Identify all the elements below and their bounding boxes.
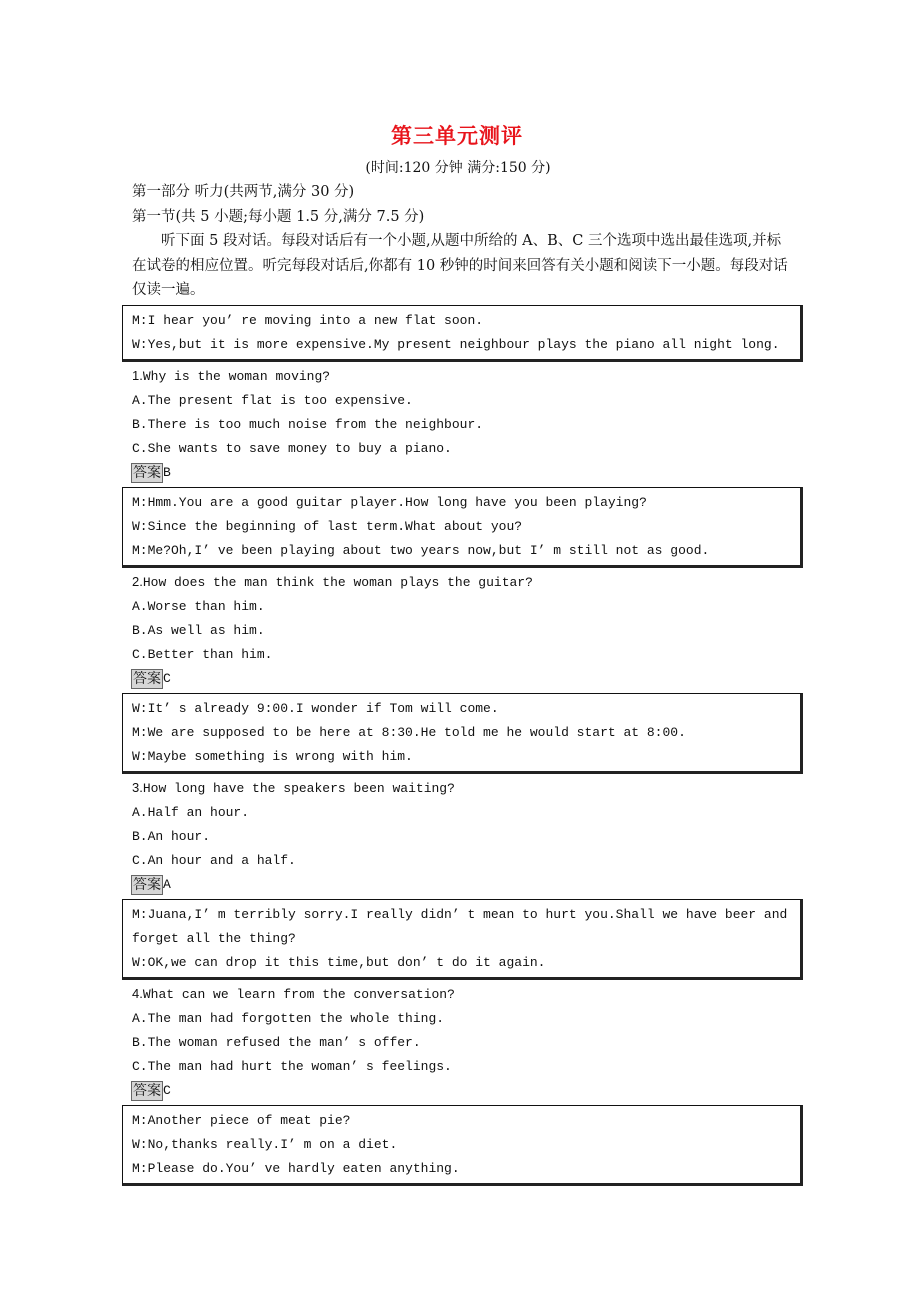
answer-badge: 答案 bbox=[133, 464, 161, 481]
dialogue-line: M:Hmm.You are a good guitar player.How long have you been playing? bbox=[132, 494, 647, 510]
option: A.Half an hour. bbox=[132, 804, 250, 820]
option: B.As well as him. bbox=[132, 622, 265, 638]
dialogue-line: W:Since the beginning of last term.What about you? bbox=[132, 518, 523, 534]
answer-row bbox=[132, 873, 792, 897]
dialogue-line: W:It’ s already 9:00.I wonder if Tom will come. bbox=[132, 700, 499, 716]
option: A.Worse than him. bbox=[132, 598, 265, 614]
dialogue-box-3 bbox=[122, 693, 803, 774]
answer-value: C bbox=[163, 1083, 171, 1098]
option: B.There is too much noise from the neighbour. bbox=[132, 416, 484, 432]
option: B.An hour. bbox=[132, 828, 211, 844]
question-text: Why is the woman moving? bbox=[142, 368, 331, 384]
question-text: How does the man think the woman plays the guitar? bbox=[142, 574, 533, 590]
question-number: 1. bbox=[132, 367, 143, 383]
question bbox=[132, 982, 792, 1007]
option: A.The man had forgotten the whole thing. bbox=[132, 1010, 445, 1026]
answer-row bbox=[132, 1079, 792, 1103]
dialogue-box-5 bbox=[122, 1105, 803, 1186]
dialogue-line: M:I hear you’ re moving into a new flat soon. bbox=[132, 312, 484, 328]
answer-value: A bbox=[163, 877, 171, 892]
question bbox=[132, 776, 792, 801]
option: C.Better than him. bbox=[132, 646, 273, 662]
answer-badge: 答案 bbox=[133, 876, 161, 893]
section-heading: 第一节(共 5 小题;每小题 1.5 分,满分 7.5 分) bbox=[132, 208, 425, 225]
exam-page bbox=[132, 122, 792, 1188]
answer-value: B bbox=[163, 465, 171, 480]
option: C.The man had hurt the woman’ s feelings. bbox=[132, 1058, 452, 1074]
dialogue-line: M:Another piece of meat pie? bbox=[132, 1112, 351, 1128]
question-number: 3. bbox=[132, 779, 143, 795]
answer-badge: 答案 bbox=[133, 670, 161, 687]
dialogue-line: W:OK,we can drop it this time,but don’ t do it again. bbox=[132, 954, 546, 970]
question bbox=[132, 570, 792, 595]
option: C.She wants to save money to buy a piano. bbox=[132, 440, 452, 456]
answer-row bbox=[132, 667, 792, 691]
question-text: How long have the speakers been waiting? bbox=[142, 780, 455, 796]
dialogue-line: M:Me?Oh,I’ ve been playing about two years now,but I’ m still not as good. bbox=[132, 542, 710, 558]
answer-badge: 答案 bbox=[133, 1082, 161, 1099]
question-text: What can we learn from the conversation? bbox=[142, 986, 455, 1002]
answer-row bbox=[132, 461, 792, 485]
question-number: 2. bbox=[132, 573, 143, 589]
dialogue-line: M:We are supposed to be here at 8:30.He told me he would start at 8:00. bbox=[132, 724, 686, 740]
dialogue-line: W:Maybe something is wrong with him. bbox=[132, 748, 413, 764]
dialogue-line: W:No,thanks really.I’ m on a diet. bbox=[132, 1136, 398, 1152]
dialogue-box-4 bbox=[122, 899, 803, 980]
time-and-score: (时间:120 分钟 满分:150 分) bbox=[365, 160, 551, 176]
option: B.The woman refused the man’ s offer. bbox=[132, 1034, 421, 1050]
part-heading: 第一部分 听力(共两节,满分 30 分) bbox=[132, 184, 355, 200]
option: A.The present flat is too expensive. bbox=[132, 392, 413, 408]
dialogue-line: M:Please do.You’ ve hardly eaten anything. bbox=[132, 1160, 460, 1176]
dialogue-box-2 bbox=[122, 487, 803, 568]
question bbox=[132, 364, 792, 389]
dialogue-line: W:Yes,but it is more expensive.My present neighbour plays the piano all night long. bbox=[132, 336, 780, 352]
question-number: 4. bbox=[132, 985, 143, 1001]
dialogue-box-1 bbox=[122, 305, 803, 362]
option: C.An hour and a half. bbox=[132, 852, 296, 868]
page-title: 第三单元测评 bbox=[391, 123, 523, 148]
answer-value: C bbox=[163, 671, 171, 686]
instructions: 听下面 5 段对话。每段对话后有一个小题,从题中所给的 A、B、C 三个选项中选出最佳选项,并标在试卷的相应位置。听完每段对话后,你都有 10 秒钟的时间来回答有关小题和阅读下一小题。每段对话仅读一遍。 bbox=[132, 233, 788, 298]
dialogue-line: M:Juana,I’ m terribly sorry.I really didn’ t mean to hurt you.Shall we have beer and forget all the thing? bbox=[132, 906, 788, 946]
